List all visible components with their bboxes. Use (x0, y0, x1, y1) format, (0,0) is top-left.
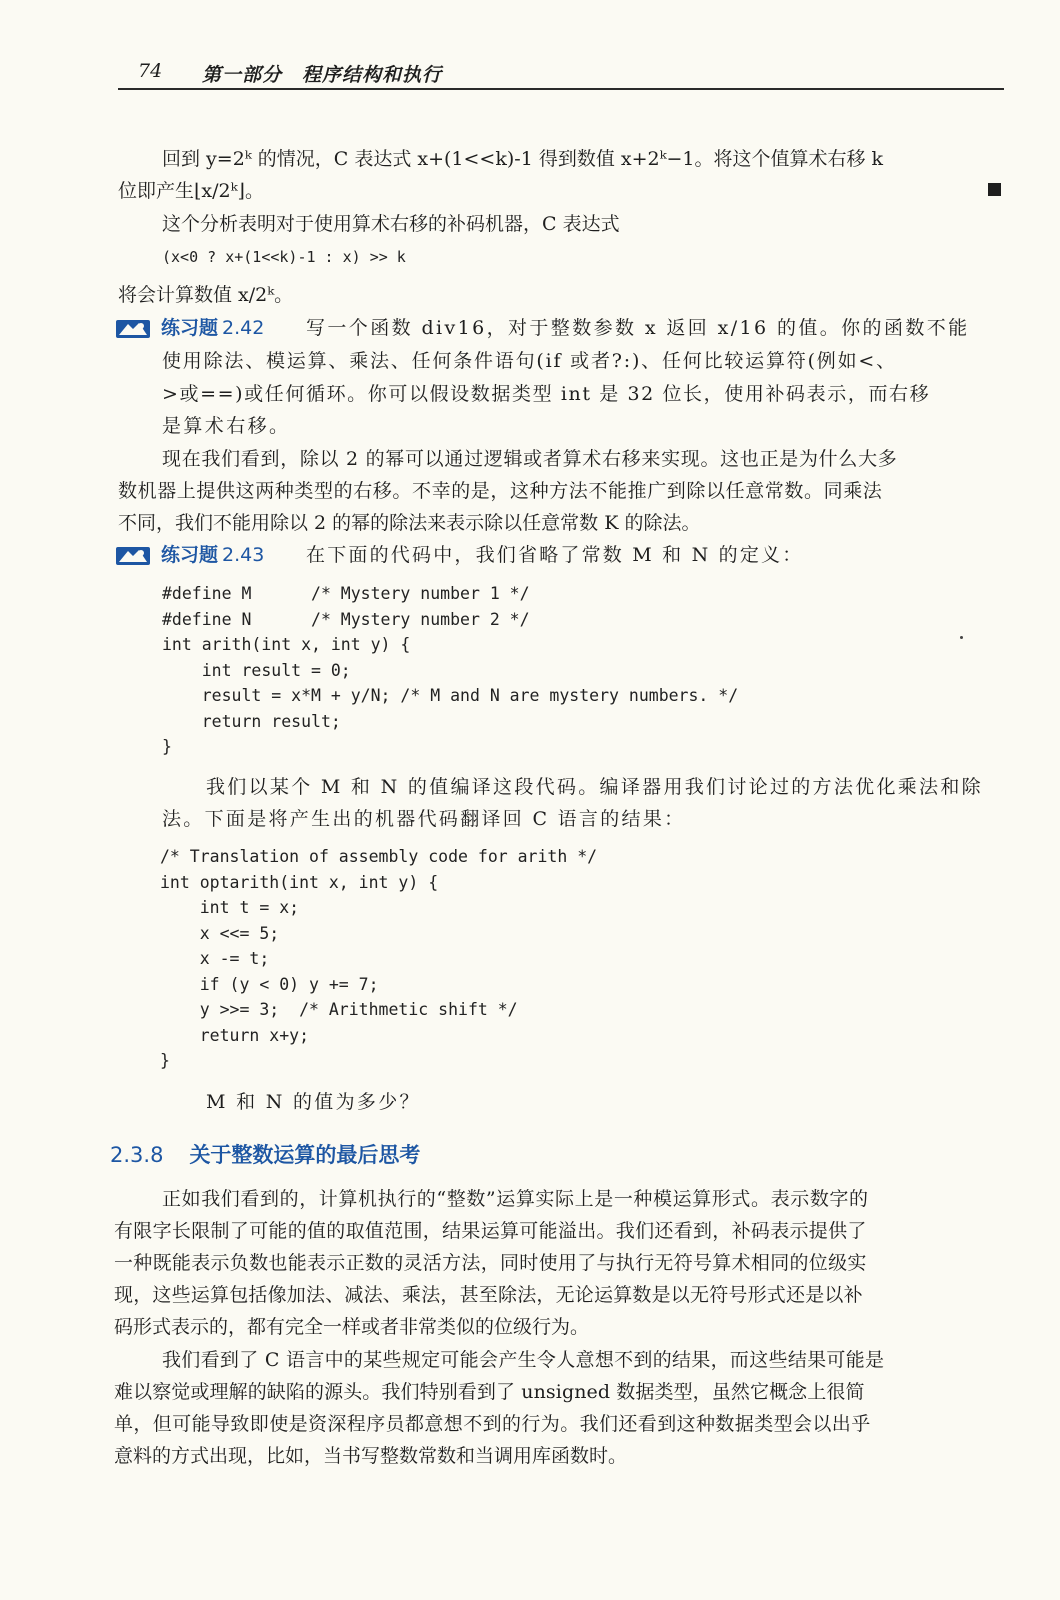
exercise-label-text: 练习题 (161, 544, 219, 566)
section-title: 关于整数运算的最后思考 (189, 1142, 421, 1167)
exercise-2-42-line-1: 写一个函数 div16，对于整数参数 x 返回 x/16 的值。你的函数不能 (306, 317, 970, 339)
exercise-number: 2.42 (222, 317, 265, 339)
intro-line-3: 这个分析表明对于使用算术右移的补码机器，C 表达式 (162, 213, 620, 235)
final-paragraph-line-8: 单，但可能导致即使是资深程序员都意想不到的行为。我们还看到这种数据类型会以出乎 (114, 1413, 871, 1435)
exercise-label-text: 练习题 (161, 317, 219, 339)
arith-code-block: #define M /* Mystery number 1 */ #define N /* Mystery number 2 */ int arith(int x, int y) { int result = 0; result = x*M + y/N; /* M and N are mystery numbers. */ return result; } (162, 584, 739, 756)
optarith-code-block: /* Translation of assembly code for arith */ int optarith(int x, int y) { int t = x; x <<= 5; x -= t; if (y < 0) y += 7; y >>= 3; /* Arithmetic shift */ return x+y; } (160, 847, 598, 1070)
exercise-2-42-line-2: 使用除法、模运算、乘法、任何条件语句(if 或者?:)、任何比较运算符(例如<、 (162, 350, 897, 372)
final-paragraph-line-1: 正如我们看到的，计算机执行的“整数”运算实际上是一种模运算形式。表示数字的 (162, 1188, 869, 1210)
final-paragraph-line-7: 难以察觉或理解的缺陷的源头。我们特别看到了 unsigned 数据类型，虽然它概念上很简 (114, 1381, 865, 1403)
shift-paragraph-line-3: 不同，我们不能用除以 2 的幂的除法来表示除以任意常数 K 的除法。 (118, 512, 701, 534)
intro-line-2: 位即产生⌊x/2ᵏ⌋。 (118, 180, 264, 202)
intro-line-4: 将会计算数值 x/2ᵏ。 (118, 284, 294, 306)
end-of-proof-mark (988, 183, 1001, 196)
stray-dot (960, 636, 963, 639)
exercise-2-42-line-4: 是算术右移。 (162, 415, 291, 437)
running-header (118, 58, 1004, 90)
exercise-2-43-middle-line-1: 我们以某个 M 和 N 的值编译这段代码。编译器用我们讨论过的方法优化乘法和除 (206, 776, 983, 798)
shift-expression-code: (x<0 ? x+(1<<k)-1 : x) >> k (162, 248, 406, 266)
exercise-icon (114, 542, 152, 568)
page-number: 74 (138, 60, 163, 82)
intro-line-1: 回到 y=2ᵏ 的情况，C 表达式 x+(1<<k)-1 得到数值 x+2ᵏ−1。将这个值算术右移 k (162, 148, 884, 170)
final-paragraph-line-9: 意料的方式出现，比如，当书写整数常数和当调用库函数时。 (114, 1445, 628, 1467)
exercise-2-43-question: M 和 N 的值为多少？ (206, 1091, 421, 1113)
final-paragraph-line-3: 一种既能表示负数也能表示正数的灵活方法，同时使用了与执行无符号算术相同的位级实 (114, 1252, 867, 1274)
exercise-number: 2.43 (222, 544, 265, 566)
final-paragraph-line-6: 我们看到了 C 语言中的某些规定可能会产生令人意想不到的结果，而这些结果可能是 (162, 1349, 885, 1371)
final-paragraph-line-4: 现，这些运算包括像加法、减法、乘法，甚至除法，无论运算数是以无符号形式还是以补 (114, 1284, 863, 1306)
section-number: 2.3.8 (110, 1143, 164, 1167)
exercise-2-42-line-3: >或==)或任何循环。你可以假设数据类型 int 是 32 位长，使用补码表示，而右移 (162, 383, 931, 405)
exercise-2-43-middle-line-2: 法。下面是将产生出的机器代码翻译回 C 语言的结果： (162, 808, 686, 830)
exercise-label-2-43 (161, 540, 264, 570)
shift-paragraph-line-1: 现在我们看到，除以 2 的幂可以通过逻辑或者算术右移来实现。这也正是为什么大多 (162, 448, 898, 470)
final-paragraph-line-2: 有限字长限制了可能的值的取值范围，结果运算可能溢出。我们还看到，补码表示提供了 (114, 1220, 867, 1242)
section-heading (110, 1140, 420, 1170)
shift-paragraph-line-2: 数机器上提供这两种类型的右移。不幸的是，这种方法不能推广到除以任意常数。同乘法 (118, 480, 883, 502)
exercise-icon (114, 315, 152, 341)
final-paragraph-line-5: 码形式表示的，都有完全一样或者非常类似的位级行为。 (114, 1316, 590, 1338)
exercise-2-43-intro: 在下面的代码中，我们省略了常数 M 和 N 的定义： (306, 544, 804, 566)
chapter-title: 第一部分 程序结构和执行 (202, 64, 443, 86)
exercise-label-2-42 (161, 313, 264, 343)
